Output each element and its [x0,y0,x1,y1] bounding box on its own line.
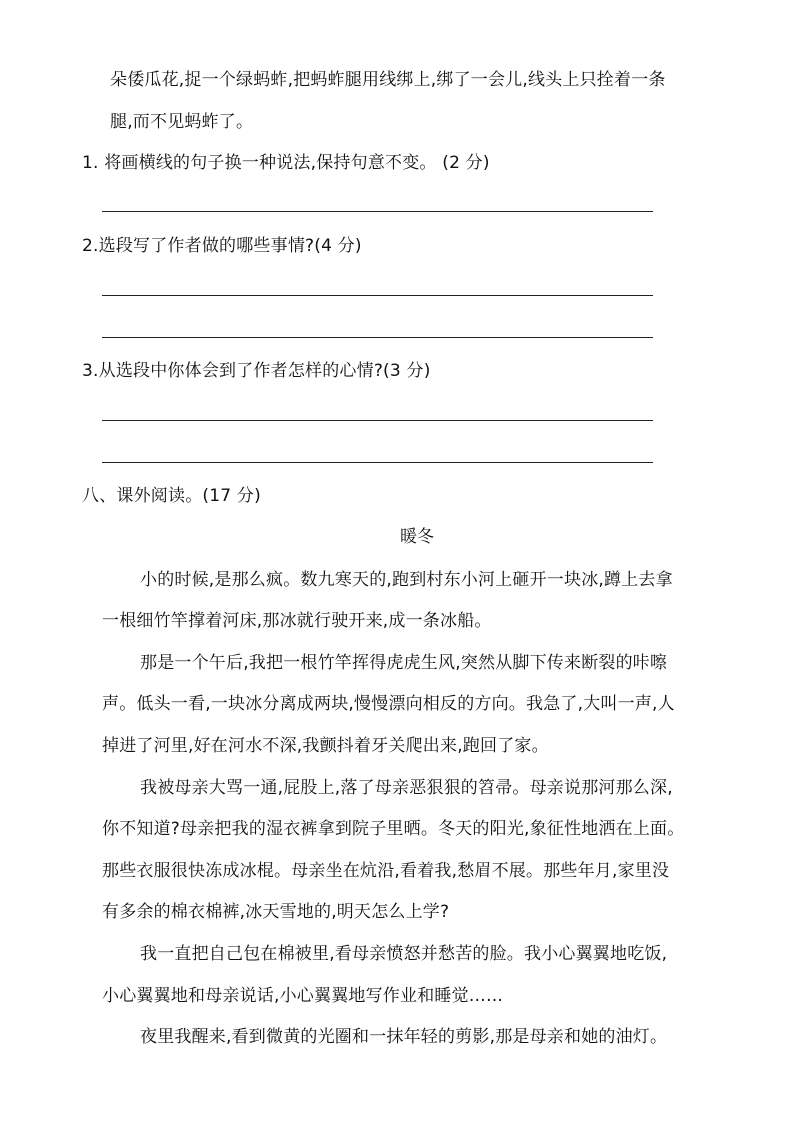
excerpt-line-2: 腿,而不见蚂蚱了。 [110,112,254,132]
question-2: 2.选段写了作者做的哪些事情?(4 分) [82,236,362,256]
question-3: 3.从选段中你体会到了作者怎样的心情?(3 分) [82,361,431,381]
passage-line: 你不知道?母亲把我的湿衣裤拿到院子里晒。冬天的阳光,象征性地洒在上面。 [102,819,685,839]
passage-line: 我被母亲大骂一通,屁股上,落了母亲恶狠狠的笤帚。母亲说那河那么深, [140,778,673,798]
passage-line: 声。低头一看,一块冰分离成两块,慢慢漂向相反的方向。我急了,大叫一声,人 [102,694,675,714]
answer-line [102,462,653,463]
passage-line: 那些衣服很快冻成冰棍。母亲坐在炕沿,看着我,愁眉不展。那些年月,家里没 [102,861,670,881]
answer-line [102,295,653,296]
answer-line [102,337,653,338]
passage-line: 那是一个午后,我把一根竹竿挥得虎虎生风,突然从脚下传来断裂的咔嚓 [140,653,668,673]
passage-line: 一根细竹竿撑着河床,那冰就行驶开来,成一条冰船。 [102,611,492,631]
passage-line: 小心翼翼地和母亲说话,小心翼翼地写作业和睡觉…… [102,986,504,1006]
passage-line: 小的时候,是那么疯。数九寒天的,跑到村东小河上砸开一块冰,蹲上去拿 [140,570,673,590]
question-1: 1. 将画横线的句子换一种说法,保持句意不变。 (2 分) [82,153,490,173]
passage-line: 有多余的棉衣棉裤,冰天雪地的,明天怎么上学? [102,902,450,922]
passage-title: 暖冬 [400,527,434,547]
answer-line [102,420,653,421]
excerpt-line-1: 朵倭瓜花,捉一个绿蚂蚱,把蚂蚱腿用线绑上,绑了一会儿,线头上只拴着一条 [110,70,666,90]
passage-line: 我一直把自己包在棉被里,看母亲愤怒并愁苦的脸。我小心翼翼地吃饭, [140,944,668,964]
passage-line: 夜里我醒来,看到微黄的光圈和一抹年轻的剪影,那是母亲和她的油灯。 [140,1027,668,1047]
section-heading: 八、课外阅读。(17 分) [82,486,261,506]
passage-line: 掉进了河里,好在河水不深,我颤抖着牙关爬出来,跑回了家。 [102,736,549,756]
answer-line [102,211,653,212]
